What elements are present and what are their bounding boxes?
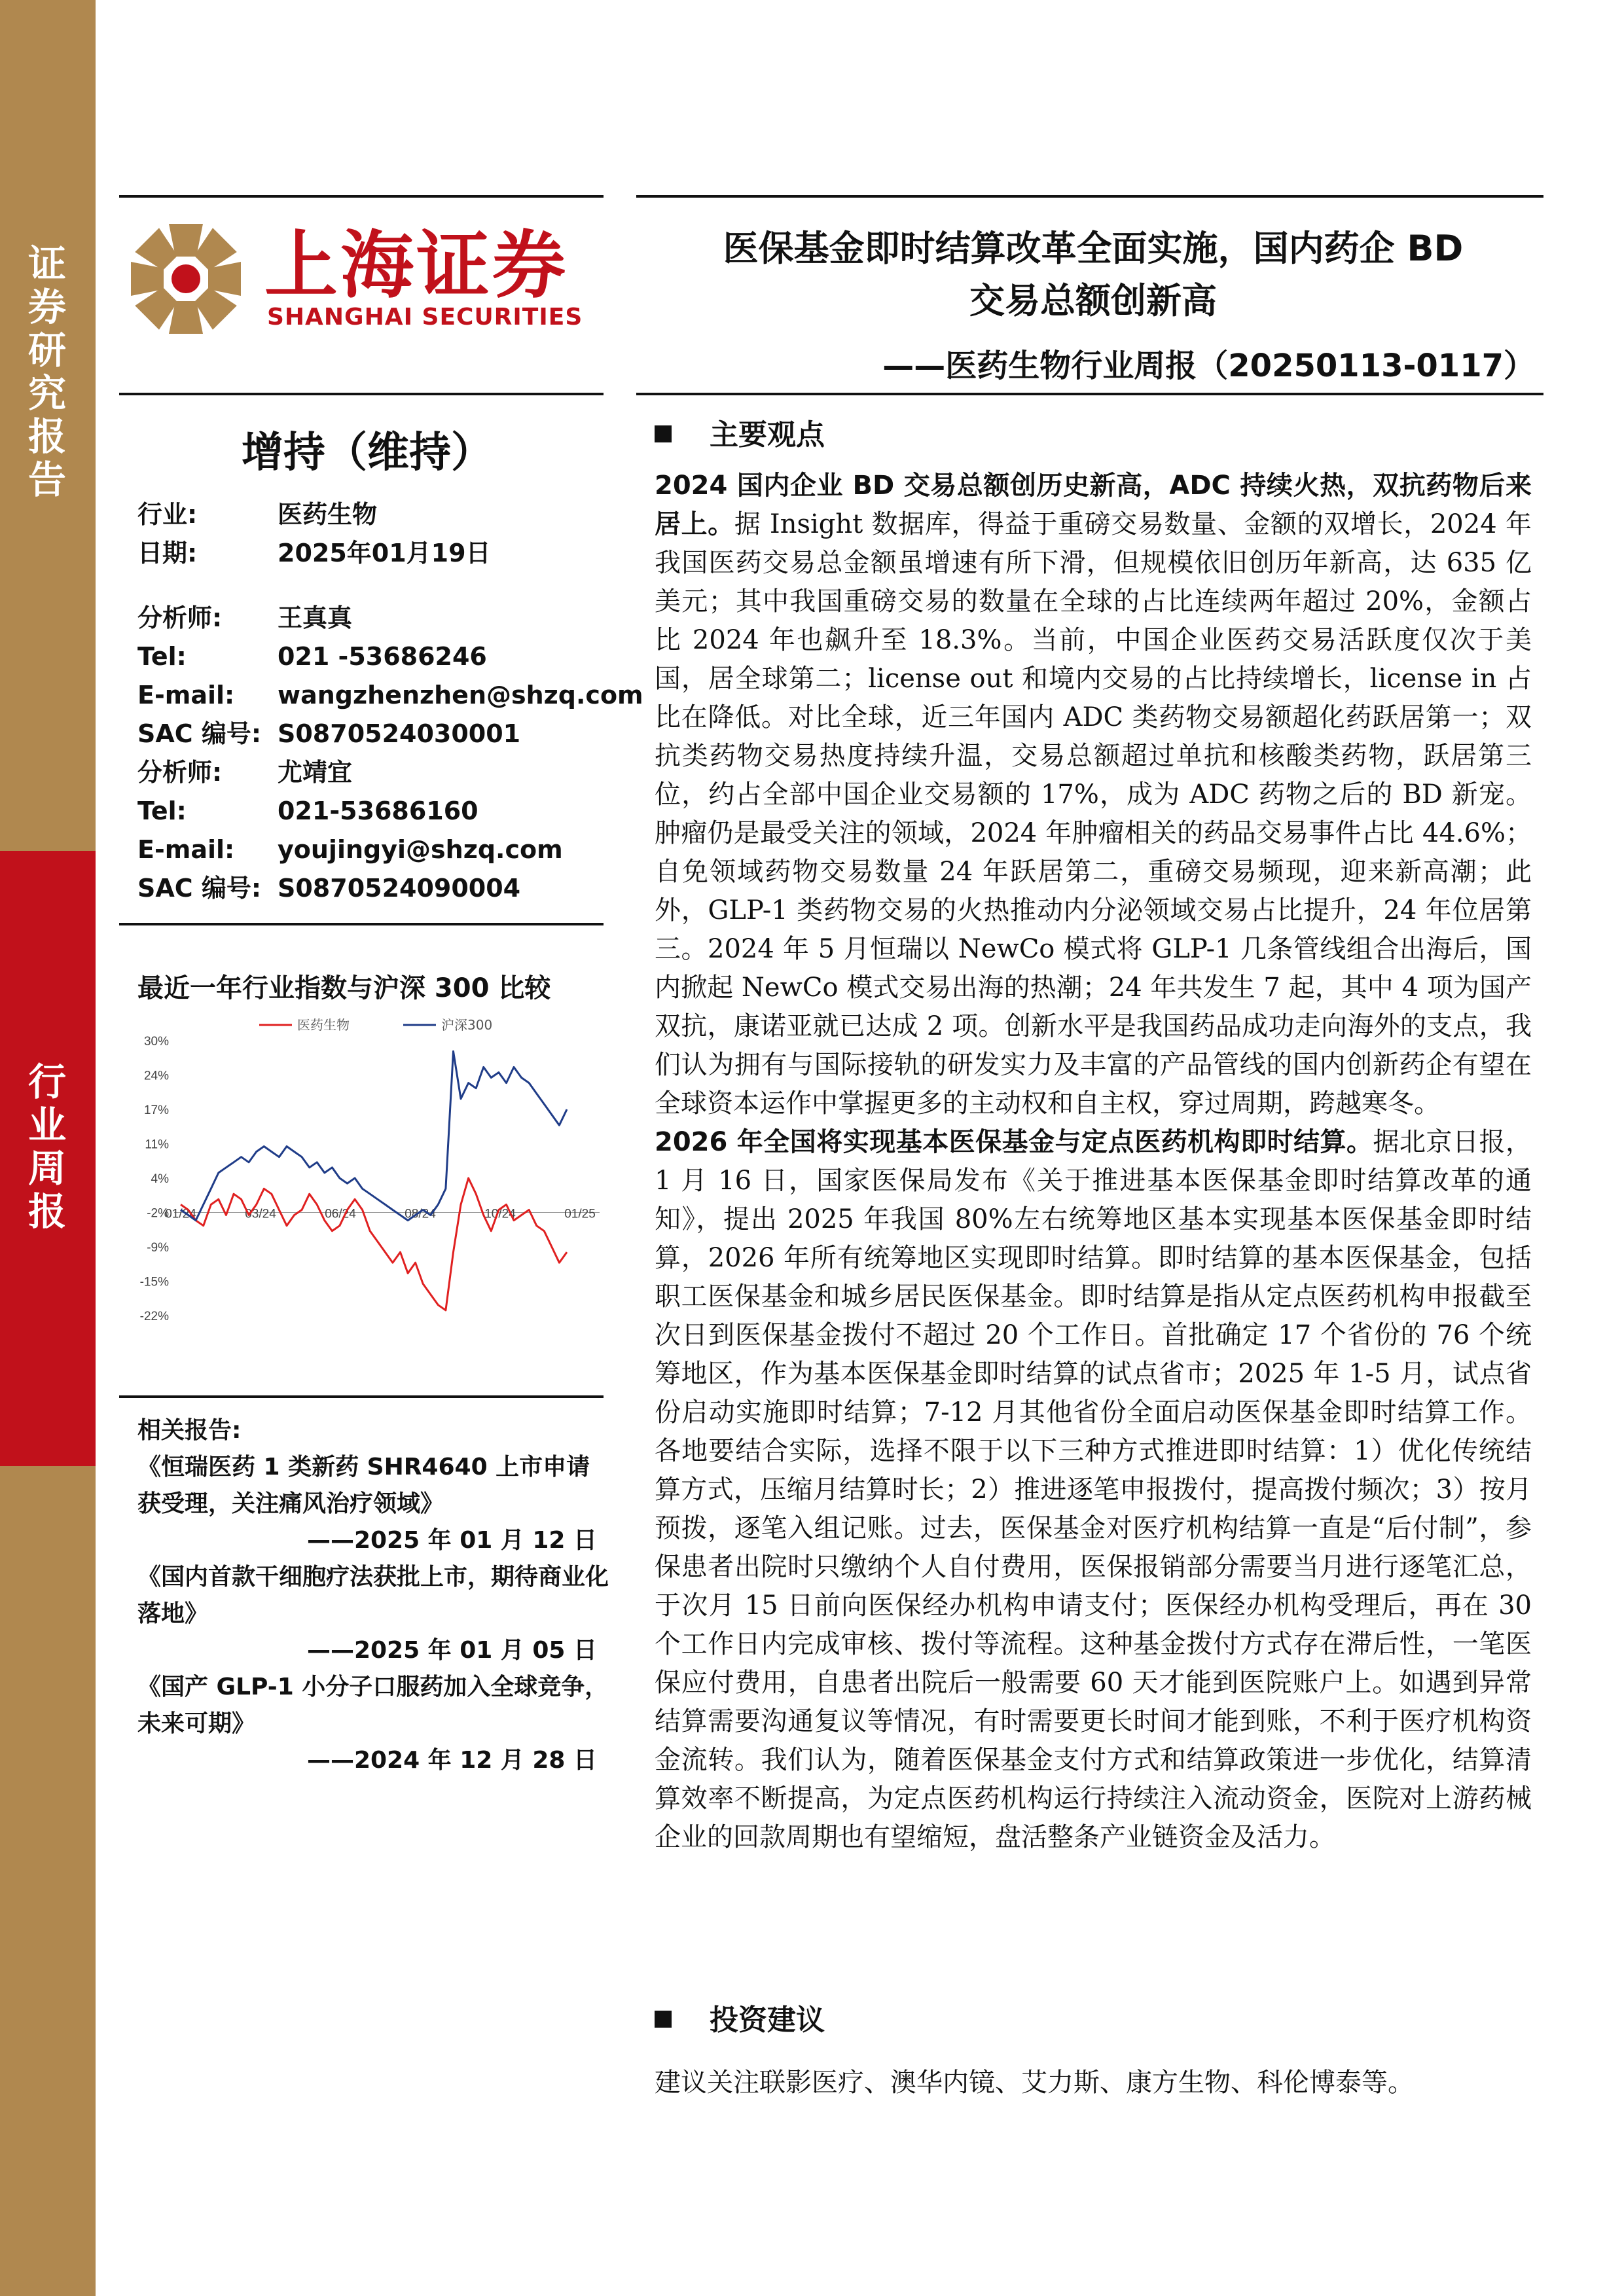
email1-key: E-mail:	[137, 681, 235, 709]
section-main-view-label: 主要观点	[710, 418, 825, 452]
side-label-char: 行	[27, 1060, 67, 1104]
analyst1-key: 分析师:	[137, 603, 223, 632]
x-tick-label: 01/24	[165, 1207, 196, 1221]
email1-value: wangzhenzhen@shzq.com	[278, 681, 643, 709]
y-tick-label: 11%	[145, 1138, 169, 1152]
side-label-report	[0, 242, 96, 501]
tel2-key: Tel:	[137, 797, 187, 825]
paragraph-text: 据 Insight 数据库，得益于重磅交易数量、金额的双增长，2024 年我国医药交易总金额虽增速有所下滑，但规模依旧创历年新高，达 635 亿美元；其中我国重磅交易的数量在全球的占比连续两年超过 20%，金额占比 2024 年也飙升至 18.3%。当前，中国企业医药交易活跃度仅次于美国，居全球第二；license out 和境内交易的占比持续增长，license in 占比在降低。对比全球，近三年国内 ADC 类药物交易额超化药跃居第一；双抗类药物交易热度持续升温，交易总额超过单抗和核酸类药物，跃居第三位，约占全部中国企业交易额的 17%，成为 ADC 药物之后的 BD 新宠。肿瘤仍是最受关注的领域，2024 年肿瘤相关的药品交易事件占比 44.6%；自免领域药物交易数量 24 年跃居第二，重磅交易频现，迎来新高潮；此外，GLP-1 类药物交易的火热推动内分泌领域交易占比提升，24 年位居第三。2024 年 5 月恒瑞以 NewCo 模式将 GLP-1 几条管线组合出海后，国内掀起 NewCo 模式交易出海的热潮；24 年共发生 7 起，其中 4 项为国产双抗，康诺亚就已达成 2 项。创新水平是我国药品成功走向海外的支点，我们认为拥有与国际接轨的研发实力及丰富的产品管线的国内创新药企有望在全球资本运作中掌握更多的主动权和自主权，穿过周期，跨越寒冬。	[655, 509, 1532, 1119]
y-tick-label: 30%	[143, 1035, 169, 1049]
date-key: 日期:	[137, 539, 198, 567]
analyst2-key: 分析师:	[137, 758, 223, 787]
report-subtitle: ——医药生物行业周报（20250113-0117）	[882, 348, 1535, 384]
paragraph-lead: 2026 年全国将实现基本医保基金与定点医药机构即时结算。	[655, 1127, 1373, 1157]
related-report-title[interactable]: 《国内首款干细胞疗法获批上市，期待商业化落地》	[137, 1564, 609, 1627]
analyst2-value: 尤靖宜	[278, 758, 353, 787]
rating: 增持（维持）	[242, 429, 493, 477]
analyst-info	[137, 495, 643, 908]
y-tick-label: -9%	[147, 1241, 169, 1255]
section-invest-label: 投资建议	[710, 2003, 825, 2037]
x-tick-label: 08/24	[405, 1207, 436, 1221]
related-report-date: ——2025 年 01 月 12 日	[306, 1527, 597, 1554]
index-comparison-chart	[128, 1014, 613, 1342]
email2-key: E-mail:	[137, 835, 235, 864]
side-label-char: 证	[27, 242, 67, 286]
rule-right-mid	[636, 393, 1543, 395]
related-heading: 相关报告:	[137, 1417, 242, 1444]
y-tick-label: 24%	[143, 1069, 169, 1083]
main-view-body	[655, 467, 1532, 1857]
square-bullet-icon	[655, 425, 672, 442]
series-line	[181, 1051, 567, 1220]
y-tick-label: 4%	[151, 1172, 169, 1186]
paragraph-bd-deals	[655, 467, 1532, 1123]
tel1-value: 021 -53686246	[278, 642, 487, 671]
logo-text-en: SHANGHAI SECURITIES	[267, 304, 583, 331]
invest-text: 建议关注联影医疗、澳华内镜、艾力斯、康方生物、科伦博泰等。	[655, 2068, 1414, 2098]
related-report-title[interactable]: 《国产 GLP-1 小分子口服药加入全球竞争，未来可期》	[137, 1674, 609, 1737]
related-report-date: ——2025 年 01 月 05 日	[306, 1637, 597, 1664]
side-label-weekly	[0, 1060, 96, 1233]
paragraph-lead: 2024 国内企业 BD 交易总额创历史新高，ADC 持续火热，双抗药物后来居上。	[655, 471, 1532, 539]
side-label-char: 周	[27, 1146, 67, 1191]
related-reports	[137, 1412, 609, 1779]
industry-value: 医药生物	[278, 500, 378, 529]
x-tick-label: 03/24	[245, 1207, 276, 1221]
side-label-char: 究	[27, 371, 67, 416]
rule-right-top	[636, 195, 1543, 198]
sac2-key: SAC 编号:	[137, 874, 262, 903]
y-tick-label: 17%	[143, 1103, 169, 1117]
x-tick-label: 06/24	[325, 1207, 356, 1221]
report-title-line2: 交易总额创新高	[969, 280, 1217, 321]
report-title-line1: 医保基金即时结算改革全面实施，国内药企 BD	[723, 228, 1464, 269]
tel2-value: 021-53686160	[278, 797, 478, 825]
side-label-char: 报	[27, 1189, 67, 1234]
side-label-char: 报	[27, 414, 67, 459]
email2-value: youjingyi@shzq.com	[278, 835, 563, 864]
series-line	[181, 1178, 567, 1310]
y-tick-label: -15%	[139, 1275, 169, 1289]
sac1-value: S0870524030001	[278, 719, 521, 748]
sac1-key: SAC 编号:	[137, 719, 262, 748]
rule-left-related	[119, 1395, 604, 1398]
rule-left-chart	[119, 923, 604, 925]
analyst1-value: 王真真	[278, 603, 353, 632]
section-main-view	[655, 411, 825, 453]
industry-key: 行业:	[137, 500, 198, 529]
related-report-date: ——2024 年 12 月 28 日	[306, 1747, 597, 1774]
logo-text-cn: 上海证券	[264, 223, 568, 308]
paragraph-text: 据北京日报，1 月 16 日，国家医保局发布《关于推进基本医保基金即时结算改革的通知》，提出 2025 年我国 80%左右统筹地区基本实现基本医保基金即时结算，2026 年所有统筹地区实现即时结算。即时结算的基本医保基金，包括职工医保基金和城乡居民医保基金。即时结算是指从定点医药机构申报截至次日到医保基金拨付不超过 20 个工作日。首批确定 17 个省份的 76 个统筹地区，作为基本医保基金即时结算的试点省市；2025 年 1-5 月，试点省份启动实施即时结算；7-12 月其他省份全面启动医保基金即时结算工作。各地要结合实际，选择不限于以下三种方式推进即时结算：1）优化传统结算方式，压缩月结算时长；2）推进逐笔申报拨付，提高拨付频次；3）按月预拨，逐笔入组记账。过去，医保基金对医疗机构结算一直是“后付制”，参保患者出院时只缴纳个人自付费用，医保报销部分需要当月进行逐笔汇总，于次月 15 日前向医保经办机构申请支付；医保经办机构受理后，再在 30 个工作日内完成审核、拨付等流程。这种基金拨付方式存在滞后性，一笔医保应付费用，自患者出院后一般需要 60 天才能到医院账户上。如遇到异常结算需要沟通复议等情况，有时需要更长时间才能到账，不利于医疗机构资金流转。我们认为，随着医保基金支付方式和结算政策进一步优化，结算清算效率不断提高，为定点医药机构运行持续注入流动资金，医院对上游药械企业的回款周期也有望缩短，盘活整条产业链资金及活力。	[655, 1127, 1532, 1852]
paragraph-settlement	[655, 1123, 1532, 1857]
square-bullet-icon	[655, 2011, 672, 2028]
rule-left-top	[119, 195, 604, 198]
legend-label: 医药生物	[297, 1017, 350, 1033]
x-tick-label: 01/25	[564, 1207, 596, 1221]
legend-label: 沪深300	[441, 1017, 493, 1033]
tel1-key: Tel:	[137, 642, 187, 671]
side-label-char: 告	[27, 457, 67, 502]
date-value: 2025年01月19日	[278, 539, 491, 567]
rule-left-mid	[119, 393, 604, 395]
related-report-title[interactable]: 《恒瑞医药 1 类新药 SHR4640 上市申请获受理，关注痛风治疗领域》	[137, 1454, 590, 1517]
y-tick-label: -22%	[139, 1310, 169, 1323]
section-invest	[655, 1996, 825, 2038]
side-label-char: 研	[27, 328, 67, 372]
shanghai-securities-logo-icon	[128, 221, 244, 336]
side-label-char: 券	[27, 285, 67, 329]
chart-title: 最近一年行业指数与沪深 300 比较	[137, 973, 551, 1003]
x-tick-label: 10/24	[484, 1207, 516, 1221]
sac2-value: S0870524090004	[278, 874, 521, 903]
side-label-char: 业	[27, 1103, 67, 1147]
y-tick-label: -2%	[147, 1206, 169, 1221]
